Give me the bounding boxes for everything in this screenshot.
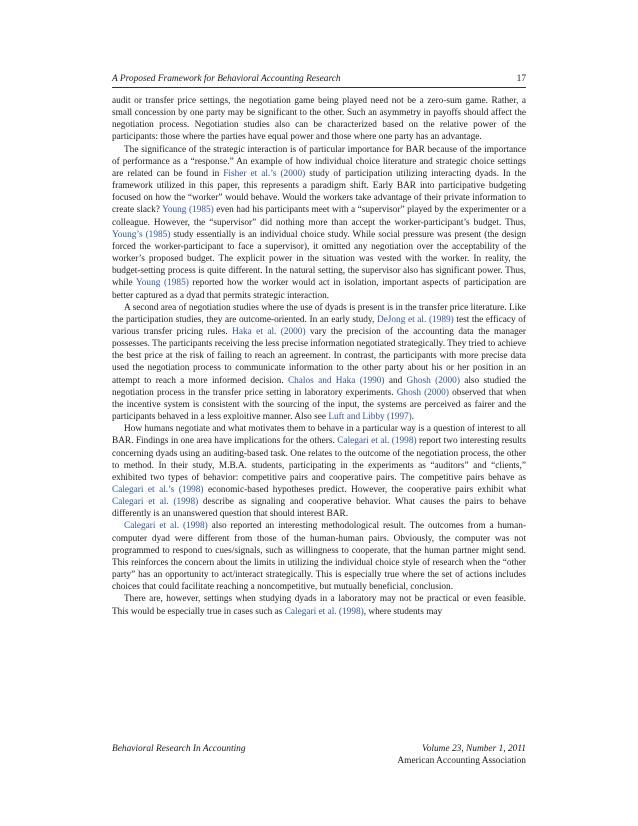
paragraph-text: also studied the negotiation process in the transfer price setting in laboratory experiments. bbox=[112, 375, 527, 398]
paragraph bbox=[112, 520, 526, 593]
paragraph bbox=[112, 144, 526, 302]
paragraph-text: audit or transfer price settings, the negotiation game being played need not be a zero-sum game. Rather, a small concession by one party may be significant to the other. Such an asymmetry in payoffs should affect the negotiation process. Negotiation studies also can be characterized based on the relative power of the participants: those where the parties have equal power and those where one party has an advantage. bbox=[112, 96, 526, 143]
citation-link[interactable]: Calegari et al. (1998) bbox=[124, 521, 208, 532]
paragraph-text: reported how the worker would act in isolation, important aspects of participation are better captured as a dyad that permits strategic interaction. bbox=[112, 278, 526, 301]
paragraph bbox=[112, 593, 526, 617]
citation-link[interactable]: Calegari et al. (1998) bbox=[337, 436, 417, 447]
citation-link[interactable]: Haka et al. (2000) bbox=[232, 326, 306, 337]
paragraph-text: study essentially is an individual choice study. While social pressure was present (the design forced the worker-participant to face a supervisor), it omitted any negotiation over the acceptability of the worker’s proposed budget. The explicit power in the situation was vested with the worker. In reality, the budget-setting process is quite different. In the natural setting, the supervisor also has significant power. Thus, while bbox=[112, 229, 527, 289]
article-body bbox=[112, 95, 526, 618]
citation-link[interactable]: Chalos and Haka (1990) bbox=[287, 375, 385, 386]
citation-link[interactable]: Young’s (1985) bbox=[112, 229, 171, 240]
citation-link[interactable]: Calegari et al. (1998) bbox=[112, 497, 199, 508]
paragraph-text: study of participation utilizing interacting dyads. In the framework utilized in this paper, this represents a paradigm shift. Early BAR into participative budgeting focused on how the “worker” would behave. Would the workers take advantage of their private information to create slack? bbox=[112, 168, 526, 216]
publisher-name: American Accounting Association bbox=[397, 756, 526, 766]
paragraph-text: test the efficacy of various transfer pricing rules. bbox=[112, 314, 527, 337]
paragraph-text: How humans negotiate and what motivates them to behave in a particular way is a question of interest to all BAR. Findings in one area have implications for the others. bbox=[112, 424, 526, 447]
volume-info: Volume 23, Number 1, 2011 bbox=[422, 744, 526, 754]
page-number: 17 bbox=[516, 74, 526, 84]
running-title: A Proposed Framework for Behavioral Accounting Research bbox=[112, 74, 341, 84]
citation-link[interactable]: Calegari et al.’s (1998) bbox=[112, 485, 204, 495]
citation-link[interactable]: Luft and Libby (1997) bbox=[328, 412, 412, 423]
citation-link[interactable]: Ghosh (2000) bbox=[396, 387, 449, 398]
paragraph-text: A second area of negotiation studies where the use of dyads is present is in the transfer price literature. Like the participation studies, they are outcome-oriented. In an early study, bbox=[112, 302, 526, 325]
paragraph-text: economic-based hypotheses predict. However, the cooperative pairs exhibit what bbox=[203, 485, 526, 495]
paragraph-text: vary the precision of the accounting data the manager possesses. The participants receiving the less precise information negotiated strategically. They tried to achieve the best price at the risk of failing to reach an agreement. In contrast, the participants with more precise data used the negotiation process to communicate information to the other party about his or her position in an attempt to reach a more informed decision. bbox=[112, 326, 526, 386]
header-rule bbox=[112, 87, 526, 88]
paragraph bbox=[112, 423, 526, 520]
paragraph-text: . bbox=[411, 412, 415, 423]
paragraph-text: describe as signaling and cooperative behavior. What causes the pairs to behave differently is an unanswered question that should interest BAR. bbox=[112, 497, 526, 520]
paragraph-text: The significance of the strategic interaction is of particular importance for BAR because of the importance of performance as a “response.” An example of how individual choice literature and strategic choice settings are related can be found in bbox=[112, 144, 526, 179]
paragraph-text: , where students may bbox=[363, 606, 443, 617]
page-header bbox=[112, 73, 526, 85]
paragraph bbox=[112, 95, 526, 144]
paragraph-text: even had his participants meet with a “supervisor” played by the experimenter or a colleague. However, the “supervisor” did nothing more than accept the worker-participant’s budget. Thus, bbox=[112, 205, 526, 228]
citation-link[interactable]: Fisher et al.’s (2000) bbox=[223, 168, 306, 179]
journal-name: Behavioral Research In Accounting bbox=[112, 744, 246, 754]
paragraph-text: and bbox=[384, 375, 407, 386]
citation-link[interactable]: Ghosh (2000) bbox=[406, 375, 460, 386]
page-footer bbox=[112, 743, 526, 767]
citation-link[interactable]: Young (1985) bbox=[162, 205, 214, 216]
citation-link[interactable]: DeJong et al. (1989) bbox=[376, 314, 454, 325]
paragraph-text: There are, however, settings when studying dyads in a laboratory may not be practical or even feasible. This would be especially true in cases such as bbox=[112, 594, 526, 617]
paragraph-text: report two interesting results concerning dyads using an auditing-based task. One relates to the outcome of the negotiation process, the other to method. In their study, M.B.A. students, participating in the experiments as “auditors” and “clients,” exhibited two types of behavior: competitive pairs and cooperative pairs. The competitive pairs behave as bbox=[112, 436, 526, 483]
paragraph-text: also reported an interesting methodological result. The outcomes from a human-computer dyad were different from those of the human-human pairs. Obviously, the computer was not programmed to respond to cues/signals, such as willingness to cooperate, that the human partner might send. This reinforces the concern about the limits in utilizing the individual choice style of research when the “other party” has an opportunity to act/interact strategically. This is especially true where the set of actions includes choices that could facilitate reaching a noncompetitive, but mutually beneficial, conclusion. bbox=[112, 521, 526, 593]
citation-link[interactable]: Calegari et al. (1998) bbox=[284, 606, 364, 617]
paragraph bbox=[112, 302, 526, 424]
paragraph-text: observed that when the incentive system is consistent with the sourcing of the input, the systems are perceived as fairer and the participants behaved in a less exploitive manner. Also see bbox=[112, 387, 526, 423]
citation-link[interactable]: Young (1985) bbox=[135, 278, 189, 289]
